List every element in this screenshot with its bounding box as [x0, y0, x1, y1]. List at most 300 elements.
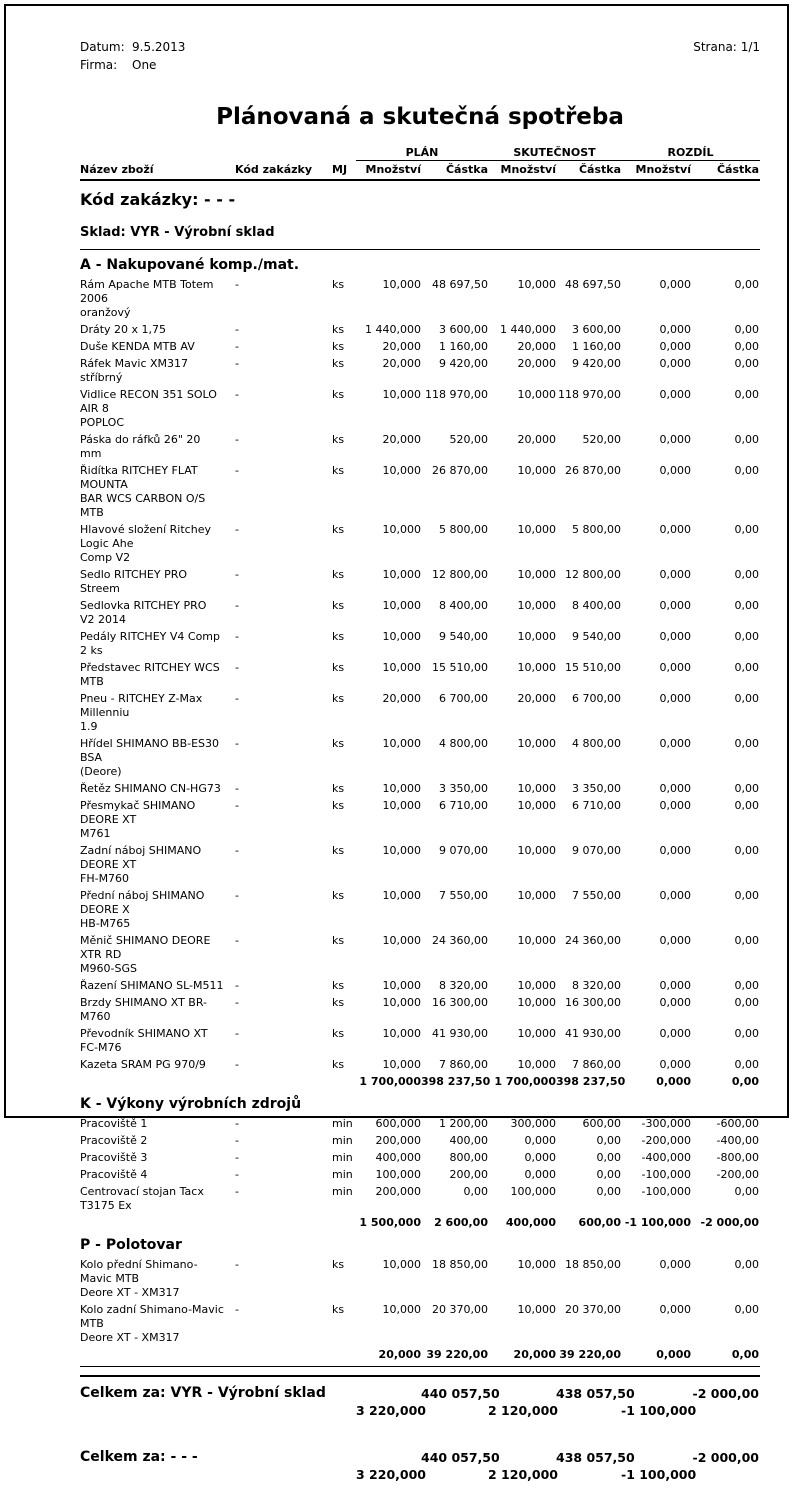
item-diff-amount: 0,00	[734, 1185, 759, 1198]
totals-divider-thin	[80, 1366, 760, 1367]
item-diff-amount: -800,00	[716, 1151, 759, 1164]
item-order-code: -	[235, 523, 239, 536]
item-unit: min	[332, 1151, 353, 1164]
item-actual-qty: 100,000	[510, 1185, 556, 1198]
item-plan-qty: 10,000	[382, 979, 421, 992]
item-unit: ks	[332, 323, 345, 336]
item-plan-qty: 10,000	[382, 1027, 421, 1040]
item-name: Hřídel SHIMANO BB-ES30 BSA (Deore)	[80, 737, 220, 778]
grand-total-diff-amount: -2 000,00	[692, 1450, 759, 1465]
section-total-plan-amount: 39 220,00	[426, 1348, 488, 1361]
item-plan-amount: 48 697,50	[432, 278, 488, 291]
table-row	[80, 523, 760, 565]
item-plan-amount: 800,00	[449, 1151, 488, 1164]
item-plan-amount: 3 600,00	[439, 323, 488, 336]
grand-total-label: Celkem za: - - -	[80, 1449, 198, 1465]
item-unit: ks	[332, 799, 345, 812]
item-actual-qty: 0,000	[524, 1151, 556, 1164]
grand-total-label: Celkem za: VYR - Výrobní sklad	[80, 1385, 326, 1401]
item-diff-qty: 0,000	[659, 1058, 691, 1071]
table-row	[80, 737, 760, 779]
section-total	[80, 1216, 760, 1230]
section-total-plan-qty: 1 700,000	[359, 1075, 421, 1088]
item-actual-amount: 0,00	[596, 1151, 621, 1164]
item-diff-qty: -400,000	[641, 1151, 691, 1164]
item-plan-qty: 10,000	[382, 630, 421, 643]
item-order-code: -	[235, 996, 239, 1009]
section-total-plan-qty: 1 500,000	[359, 1216, 421, 1229]
item-plan-amount: 12 800,00	[432, 568, 488, 581]
item-actual-qty: 20,000	[517, 692, 556, 705]
item-diff-qty: 0,000	[659, 464, 691, 477]
table-row	[80, 630, 760, 658]
grand-total-diff-qty: -1 100,000	[621, 1403, 697, 1418]
item-order-code: -	[235, 1168, 239, 1181]
item-plan-amount: 400,00	[449, 1134, 488, 1147]
item-actual-qty: 10,000	[517, 278, 556, 291]
item-actual-amount: 8 400,00	[572, 599, 621, 612]
item-plan-amount: 1 160,00	[439, 340, 488, 353]
item-diff-qty: 0,000	[659, 934, 691, 947]
table-section	[80, 1093, 760, 1230]
grand-total-amounts-row	[80, 1449, 760, 1466]
item-plan-amount: 9 070,00	[439, 844, 488, 857]
col-header-actual-qty: Množství	[500, 163, 556, 176]
item-name: Brzdy SHIMANO XT BR-M760	[80, 996, 207, 1023]
table-row	[80, 323, 760, 337]
table-row	[80, 278, 760, 320]
item-order-code: -	[235, 1027, 239, 1040]
item-order-code: -	[235, 1185, 239, 1198]
item-actual-qty: 10,000	[517, 979, 556, 992]
report-title: Plánovaná a skutečná spotřeba	[216, 104, 624, 130]
item-diff-qty: 0,000	[659, 1303, 691, 1316]
item-name: Pracoviště 4	[80, 1168, 148, 1181]
item-actual-amount: 8 320,00	[572, 979, 621, 992]
item-unit: ks	[332, 979, 345, 992]
item-plan-qty: 10,000	[382, 799, 421, 812]
item-unit: min	[332, 1168, 353, 1181]
order-code-heading: Kód zakázky: - - -	[80, 190, 236, 209]
item-plan-amount: 200,00	[449, 1168, 488, 1181]
item-diff-amount: 0,00	[734, 523, 759, 536]
item-order-code: -	[235, 340, 239, 353]
grand-total-diff-amount: -2 000,00	[692, 1386, 759, 1401]
group-header-actual: SKUTEČNOST	[488, 146, 621, 161]
section-rows	[80, 278, 760, 1072]
item-actual-qty: 10,000	[517, 464, 556, 477]
item-diff-qty: -100,000	[641, 1168, 691, 1181]
col-header-name: Název zboží	[80, 163, 154, 176]
item-plan-amount: 1 200,00	[439, 1117, 488, 1130]
item-plan-qty: 200,000	[375, 1134, 421, 1147]
grand-total-actual-amount: 438 057,50	[556, 1386, 635, 1401]
report-meta-line-2	[80, 56, 760, 74]
item-plan-qty: 10,000	[382, 523, 421, 536]
item-actual-qty: 10,000	[517, 799, 556, 812]
item-actual-amount: 9 070,00	[572, 844, 621, 857]
item-plan-qty: 10,000	[382, 1258, 421, 1271]
item-unit: ks	[332, 388, 345, 401]
item-diff-qty: -100,000	[641, 1185, 691, 1198]
item-diff-amount: 0,00	[734, 844, 759, 857]
item-diff-qty: 0,000	[659, 661, 691, 674]
item-unit: ks	[332, 523, 345, 536]
item-diff-qty: 0,000	[659, 278, 691, 291]
item-diff-qty: 0,000	[659, 433, 691, 446]
item-actual-amount: 118 970,00	[558, 388, 621, 401]
grand-total-actual-qty: 2 120,000	[488, 1467, 558, 1482]
item-diff-amount: 0,00	[734, 1058, 759, 1071]
item-plan-qty: 20,000	[382, 357, 421, 370]
item-diff-amount: 0,00	[734, 464, 759, 477]
item-unit: ks	[332, 278, 345, 291]
item-unit: ks	[332, 464, 345, 477]
item-order-code: -	[235, 599, 239, 612]
section-total	[80, 1075, 760, 1089]
table-row	[80, 357, 760, 385]
col-header-unit: MJ	[332, 163, 348, 176]
item-actual-qty: 10,000	[517, 1258, 556, 1271]
item-name: Ráfek Mavic XM317 stříbrný	[80, 357, 189, 384]
item-actual-qty: 10,000	[517, 737, 556, 750]
item-plan-qty: 10,000	[382, 996, 421, 1009]
col-header-diff-qty: Množství	[635, 163, 691, 176]
table-row	[80, 1151, 760, 1165]
item-plan-amount: 9 420,00	[439, 357, 488, 370]
table-sections	[80, 254, 760, 1362]
item-plan-qty: 10,000	[382, 737, 421, 750]
item-plan-qty: 1 440,000	[365, 323, 421, 336]
item-plan-qty: 100,000	[375, 1168, 421, 1181]
item-diff-amount: 0,00	[734, 1258, 759, 1271]
item-unit: ks	[332, 934, 345, 947]
table-row	[80, 340, 760, 354]
item-actual-qty: 10,000	[517, 1058, 556, 1071]
item-actual-amount: 3 350,00	[572, 782, 621, 795]
item-name: Převodník SHIMANO XT FC-M76	[80, 1027, 208, 1054]
item-unit: ks	[332, 889, 345, 902]
section-total-plan-amount: 2 600,00	[434, 1216, 488, 1229]
item-actual-amount: 9 420,00	[572, 357, 621, 370]
item-unit: ks	[332, 737, 345, 750]
item-order-code: -	[235, 1258, 239, 1271]
item-diff-qty: 0,000	[659, 357, 691, 370]
table-row	[80, 1058, 760, 1072]
item-name: Představec RITCHEY WCS MTB	[80, 661, 220, 688]
item-plan-amount: 3 350,00	[439, 782, 488, 795]
table-row	[80, 1303, 760, 1345]
item-order-code: -	[235, 737, 239, 750]
item-actual-amount: 48 697,50	[565, 278, 621, 291]
item-plan-amount: 15 510,00	[432, 661, 488, 674]
item-order-code: -	[235, 1303, 239, 1316]
item-diff-amount: 0,00	[734, 934, 759, 947]
item-unit: ks	[332, 782, 345, 795]
table-row	[80, 433, 760, 461]
item-actual-amount: 41 930,00	[565, 1027, 621, 1040]
grand-total-amounts-row	[80, 1385, 760, 1402]
item-diff-amount: 0,00	[734, 737, 759, 750]
item-diff-qty: 0,000	[659, 568, 691, 581]
item-diff-qty: 0,000	[659, 979, 691, 992]
table-row	[80, 568, 760, 596]
table-row	[80, 979, 760, 993]
item-unit: ks	[332, 661, 345, 674]
col-header-plan-amount: Částka	[445, 163, 488, 176]
table-row	[80, 844, 760, 886]
item-unit: min	[332, 1134, 353, 1147]
item-actual-amount: 0,00	[596, 1168, 621, 1181]
item-diff-amount: 0,00	[734, 599, 759, 612]
item-plan-qty: 10,000	[382, 388, 421, 401]
item-actual-qty: 10,000	[517, 934, 556, 947]
item-name: Kazeta SRAM PG 970/9	[80, 1058, 206, 1071]
item-order-code: -	[235, 1134, 239, 1147]
item-diff-amount: 0,00	[734, 357, 759, 370]
item-name: Páska do ráfků 26" 20 mm	[80, 433, 201, 460]
item-diff-amount: -600,00	[716, 1117, 759, 1130]
section-total-diff-amount: -2 000,00	[700, 1216, 759, 1229]
table-row	[80, 388, 760, 430]
item-diff-qty: 0,000	[659, 630, 691, 643]
item-name: Kolo zadní Shimano-Mavic MTB Deore XT - XM317	[80, 1303, 224, 1344]
section-total	[80, 1348, 760, 1362]
item-actual-amount: 1 160,00	[572, 340, 621, 353]
item-actual-amount: 4 800,00	[572, 737, 621, 750]
item-unit: ks	[332, 433, 345, 446]
item-diff-amount: 0,00	[734, 692, 759, 705]
section-rows	[80, 1258, 760, 1345]
item-actual-amount: 520,00	[582, 433, 621, 446]
item-diff-amount: 0,00	[734, 568, 759, 581]
section-total-diff-amount: 0,00	[731, 1075, 759, 1088]
table-row	[80, 1185, 760, 1213]
item-unit: ks	[332, 1058, 345, 1071]
item-name: Rám Apache MTB Totem 2006 oranžový	[80, 278, 214, 319]
item-actual-amount: 15 510,00	[565, 661, 621, 674]
item-plan-amount: 8 320,00	[439, 979, 488, 992]
col-header-plan-qty: Množství	[365, 163, 421, 176]
grand-total-plan-qty: 3 220,000	[356, 1403, 426, 1418]
item-actual-qty: 20,000	[517, 357, 556, 370]
item-diff-qty: 0,000	[659, 1027, 691, 1040]
item-name: Sedlovka RITCHEY PRO V2 2014	[80, 599, 207, 626]
grand-total-actual-amount: 438 057,50	[556, 1450, 635, 1465]
item-diff-qty: 0,000	[659, 599, 691, 612]
item-actual-qty: 0,000	[524, 1168, 556, 1181]
item-plan-qty: 200,000	[375, 1185, 421, 1198]
item-plan-amount: 0,00	[463, 1185, 488, 1198]
item-actual-amount: 0,00	[596, 1134, 621, 1147]
table-row	[80, 464, 760, 520]
item-name: Zadní náboj SHIMANO DEORE XT FH-M760	[80, 844, 202, 885]
table-row	[80, 1117, 760, 1131]
item-plan-qty: 10,000	[382, 568, 421, 581]
item-plan-qty: 400,000	[375, 1151, 421, 1164]
item-diff-qty: 0,000	[659, 692, 691, 705]
item-actual-amount: 7 860,00	[572, 1058, 621, 1071]
item-plan-qty: 10,000	[382, 661, 421, 674]
date-value: 9.5.2013	[132, 40, 186, 54]
item-plan-qty: 10,000	[382, 464, 421, 477]
item-order-code: -	[235, 661, 239, 674]
section-total-plan-amount: 398 237,50	[421, 1075, 491, 1088]
item-order-code: -	[235, 799, 239, 812]
item-name: Hlavové složení Ritchey Logic Ahe Comp V2	[80, 523, 211, 564]
grand-total-block	[80, 1449, 760, 1505]
item-diff-amount: 0,00	[734, 278, 759, 291]
warehouse-heading: Sklad: VYR - Výrobní sklad	[80, 225, 275, 240]
table-row	[80, 996, 760, 1024]
item-order-code: -	[235, 433, 239, 446]
item-actual-amount: 16 300,00	[565, 996, 621, 1009]
item-diff-amount: 0,00	[734, 1303, 759, 1316]
totals-divider-thick	[80, 1375, 760, 1377]
item-actual-qty: 10,000	[517, 523, 556, 536]
item-order-code: -	[235, 979, 239, 992]
item-diff-qty: 0,000	[659, 340, 691, 353]
item-actual-amount: 5 800,00	[572, 523, 621, 536]
table-row	[80, 1168, 760, 1182]
item-actual-qty: 0,000	[524, 1134, 556, 1147]
section-total-actual-amount: 600,00	[578, 1216, 621, 1229]
item-plan-qty: 10,000	[382, 1058, 421, 1071]
company-label: Firma:	[80, 58, 118, 72]
section-total-diff-qty: 0,000	[656, 1075, 691, 1088]
item-diff-amount: 0,00	[734, 996, 759, 1009]
item-name: Pracoviště 1	[80, 1117, 148, 1130]
item-name: Přesmykač SHIMANO DEORE XT M761	[80, 799, 196, 840]
item-order-code: -	[235, 692, 239, 705]
item-diff-amount: 0,00	[734, 340, 759, 353]
item-name: Přední náboj SHIMANO DEORE X HB-M765	[80, 889, 205, 930]
section-total-actual-qty: 400,000	[505, 1216, 556, 1229]
grand-total-actual-qty: 2 120,000	[488, 1403, 558, 1418]
grand-total-plan-qty: 3 220,000	[356, 1467, 426, 1482]
group-header-plan: PLÁN	[356, 146, 488, 161]
table-section	[80, 254, 760, 1089]
section-title: P - Polotovar	[80, 1237, 182, 1253]
item-plan-amount: 9 540,00	[439, 630, 488, 643]
col-header-diff-amount: Částka	[716, 163, 759, 176]
section-total-actual-amount: 39 220,00	[559, 1348, 621, 1361]
item-order-code: -	[235, 844, 239, 857]
col-header-actual-amount: Částka	[578, 163, 621, 176]
table-row	[80, 934, 760, 976]
table-row	[80, 599, 760, 627]
page-label: Strana:	[693, 40, 737, 54]
item-diff-qty: 0,000	[659, 844, 691, 857]
table-row	[80, 782, 760, 796]
section-total-actual-qty: 20,000	[513, 1348, 556, 1361]
item-diff-qty: 0,000	[659, 889, 691, 902]
item-order-code: -	[235, 357, 239, 370]
item-order-code: -	[235, 889, 239, 902]
item-actual-qty: 10,000	[517, 996, 556, 1009]
item-order-code: -	[235, 1117, 239, 1130]
table-row	[80, 799, 760, 841]
item-diff-amount: 0,00	[734, 661, 759, 674]
item-order-code: -	[235, 782, 239, 795]
item-plan-amount: 41 930,00	[432, 1027, 488, 1040]
item-actual-amount: 20 370,00	[565, 1303, 621, 1316]
item-unit: min	[332, 1185, 353, 1198]
table-row	[80, 1027, 760, 1055]
item-diff-amount: 0,00	[734, 630, 759, 643]
item-diff-qty: -200,000	[641, 1134, 691, 1147]
page-number: 1/1	[740, 40, 760, 54]
item-name: Centrovací stojan Tacx T3175 Ex	[80, 1185, 204, 1212]
item-actual-amount: 3 600,00	[572, 323, 621, 336]
item-unit: ks	[332, 1027, 345, 1040]
item-plan-amount: 26 870,00	[432, 464, 488, 477]
item-plan-qty: 10,000	[382, 889, 421, 902]
item-order-code: -	[235, 464, 239, 477]
item-actual-amount: 600,00	[582, 1117, 621, 1130]
item-plan-qty: 10,000	[382, 1303, 421, 1316]
item-unit: min	[332, 1117, 353, 1130]
report-meta-line-1	[80, 38, 760, 56]
item-name: Měnič SHIMANO DEORE XTR RD M960-SGS	[80, 934, 211, 975]
item-diff-amount: -200,00	[716, 1168, 759, 1181]
item-plan-qty: 10,000	[382, 934, 421, 947]
item-name: Pedály RITCHEY V4 Comp 2 ks	[80, 630, 221, 657]
grand-total-quantities-row	[80, 1466, 760, 1483]
item-diff-amount: 0,00	[734, 388, 759, 401]
item-actual-amount: 12 800,00	[565, 568, 621, 581]
item-unit: ks	[332, 599, 345, 612]
item-diff-amount: 0,00	[734, 889, 759, 902]
item-diff-qty: 0,000	[659, 799, 691, 812]
item-name: Řetěz SHIMANO CN-HG73	[80, 782, 221, 795]
section-divider	[80, 249, 760, 250]
table-row	[80, 692, 760, 734]
item-actual-qty: 10,000	[517, 630, 556, 643]
item-name: Vidlice RECON 351 SOLO AIR 8 POPLOC	[80, 388, 217, 429]
item-unit: ks	[332, 630, 345, 643]
item-actual-qty: 10,000	[517, 782, 556, 795]
section-total-diff-amount: 0,00	[731, 1348, 759, 1361]
grand-total-plan-amount: 440 057,50	[421, 1386, 500, 1401]
item-plan-qty: 20,000	[382, 433, 421, 446]
item-actual-qty: 1 440,000	[500, 323, 556, 336]
item-unit: ks	[332, 692, 345, 705]
date-label: Datum:	[80, 40, 125, 54]
item-actual-qty: 10,000	[517, 889, 556, 902]
item-plan-qty: 10,000	[382, 844, 421, 857]
section-title: A - Nakupované komp./mat.	[80, 257, 300, 273]
grand-total-diff-qty: -1 100,000	[621, 1467, 697, 1482]
item-order-code: -	[235, 1151, 239, 1164]
item-actual-qty: 10,000	[517, 1303, 556, 1316]
table-group-header	[80, 146, 760, 161]
item-actual-amount: 9 540,00	[572, 630, 621, 643]
item-name: Pracoviště 2	[80, 1134, 148, 1147]
item-unit: ks	[332, 1258, 345, 1271]
item-plan-amount: 16 300,00	[432, 996, 488, 1009]
item-actual-amount: 7 550,00	[572, 889, 621, 902]
item-plan-amount: 4 800,00	[439, 737, 488, 750]
table-section	[80, 1234, 760, 1362]
item-diff-qty: 0,000	[659, 388, 691, 401]
item-diff-amount: 0,00	[734, 433, 759, 446]
item-unit: ks	[332, 1303, 345, 1316]
section-title: K - Výkony výrobních zdrojů	[80, 1096, 302, 1112]
grand-total-quantities-row	[80, 1402, 760, 1419]
item-actual-amount: 26 870,00	[565, 464, 621, 477]
item-plan-amount: 118 970,00	[425, 388, 488, 401]
